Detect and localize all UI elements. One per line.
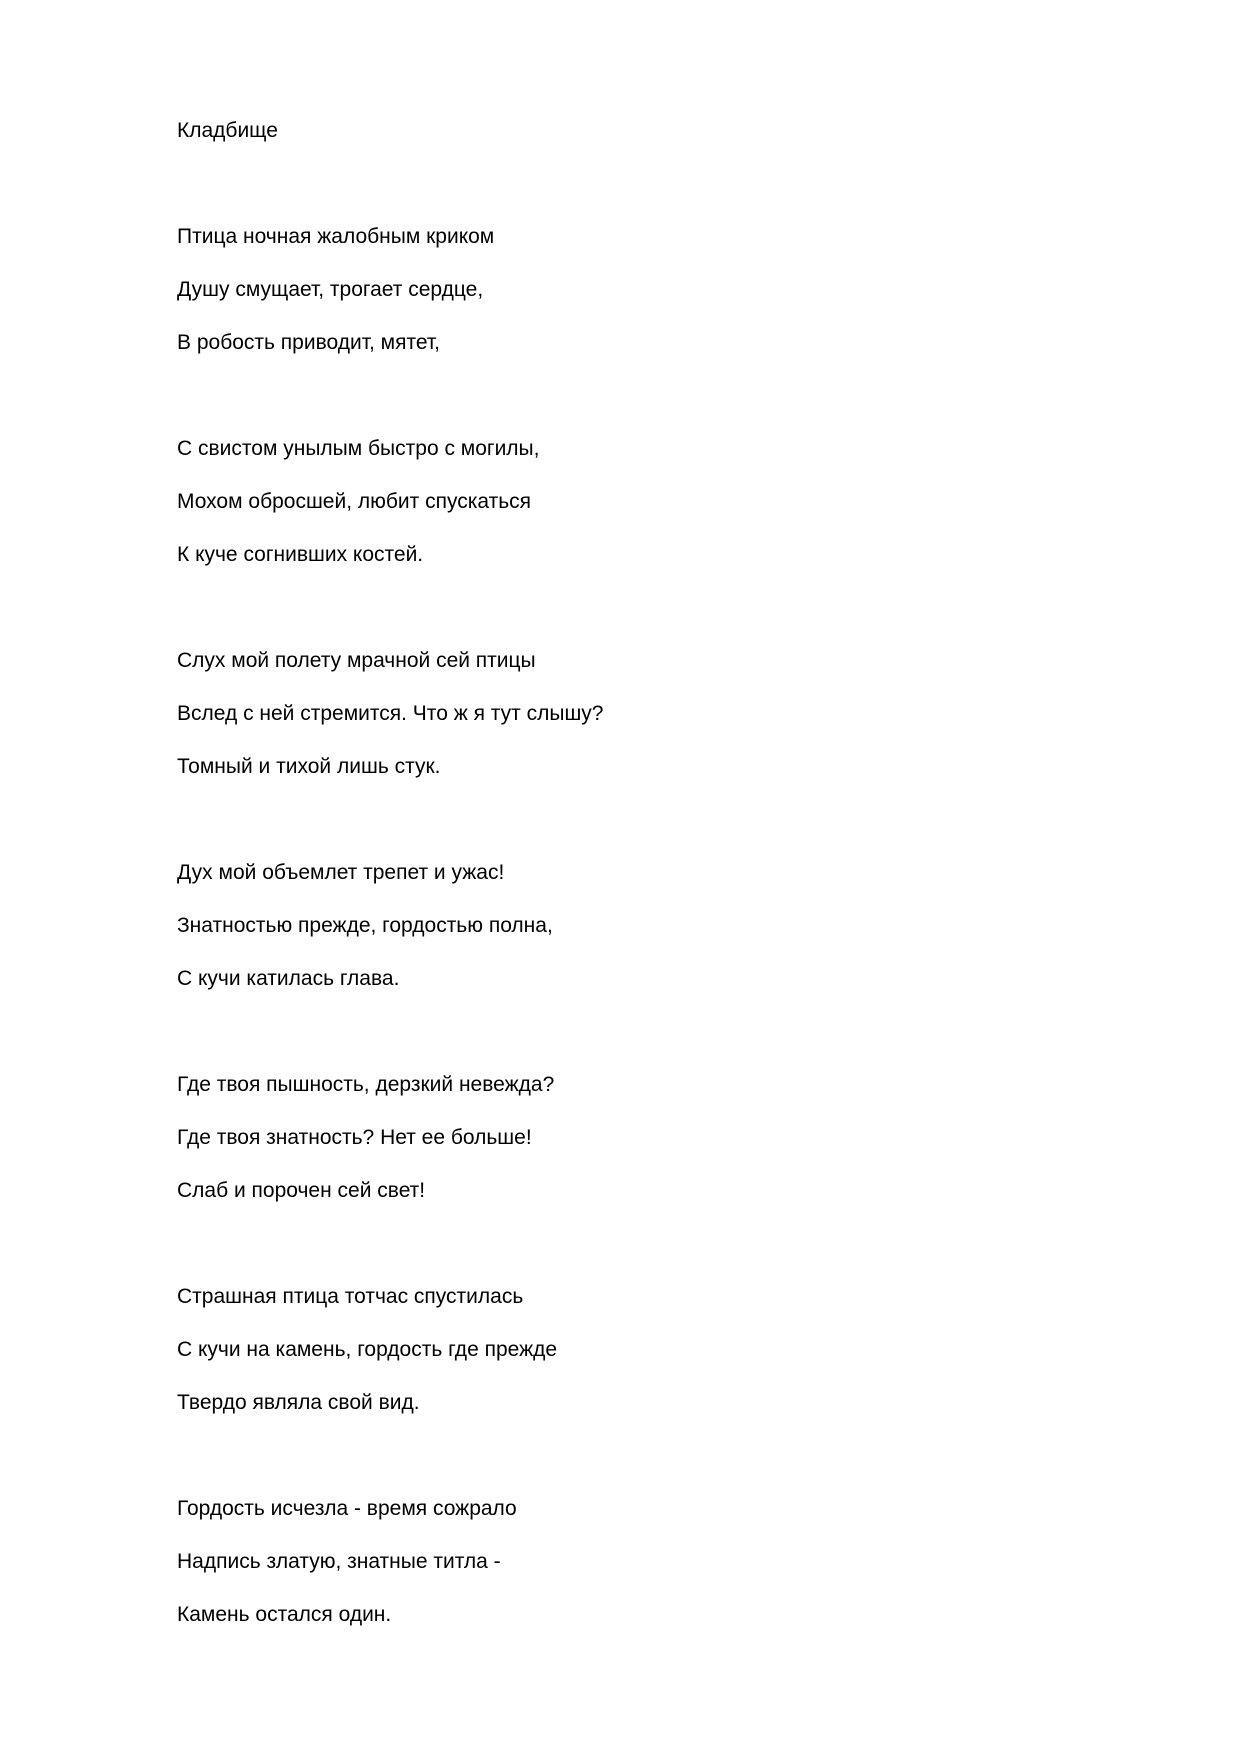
stanza-7 (177, 1494, 1077, 1630)
poem-line: Вслед с ней стремится. Что ж я тут слышу? (177, 702, 604, 725)
poem-title: Кладбище (177, 119, 278, 142)
poem-line: Страшная птица тотчас спустилась (177, 1285, 524, 1308)
poem-line: Гордость исчезла - время сожрало (177, 1497, 517, 1520)
poem-line: Камень остался один. (177, 1603, 392, 1626)
stanza-4 (177, 858, 1077, 994)
poem-line: Где твоя знатность? Нет ее больше! (177, 1126, 532, 1149)
poem-line: Слаб и порочен сей свет! (177, 1179, 426, 1202)
poem-line: Птица ночная жалобным криком (177, 225, 495, 248)
stanza-3 (177, 646, 1077, 782)
poem-line: Мохом обросшей, любит спускаться (177, 490, 532, 513)
poem-line: Душу смущает, трогает сердце, (177, 278, 484, 301)
poem-line: Твердо являла свой вид. (177, 1391, 420, 1414)
stanza-5 (177, 1070, 1077, 1206)
poem-line: Надпись златую, знатные титла - (177, 1550, 501, 1573)
poem-line: К куче согнивших костей. (177, 543, 424, 566)
stanza-1 (177, 222, 1077, 358)
poem-line: Томный и тихой лишь стук. (177, 755, 441, 778)
poem-line: С кучи на камень, гордость где прежде (177, 1338, 558, 1361)
poem-line: В робость приводит, мятет, (177, 331, 440, 354)
poem-line: С свистом унылым быстро с могилы, (177, 437, 540, 460)
stanza-6 (177, 1282, 1077, 1418)
poem-line: Слух мой полету мрачной сей птицы (177, 649, 536, 672)
poem-line: Дух мой объемлет трепет и ужас! (177, 861, 505, 884)
poem-line: Где твоя пышность, дерзкий невежда? (177, 1073, 555, 1096)
stanza-2 (177, 434, 1077, 570)
poem-line: С кучи катилась глава. (177, 967, 400, 990)
poem-line: Знатностью прежде, гордостью полна, (177, 914, 553, 937)
